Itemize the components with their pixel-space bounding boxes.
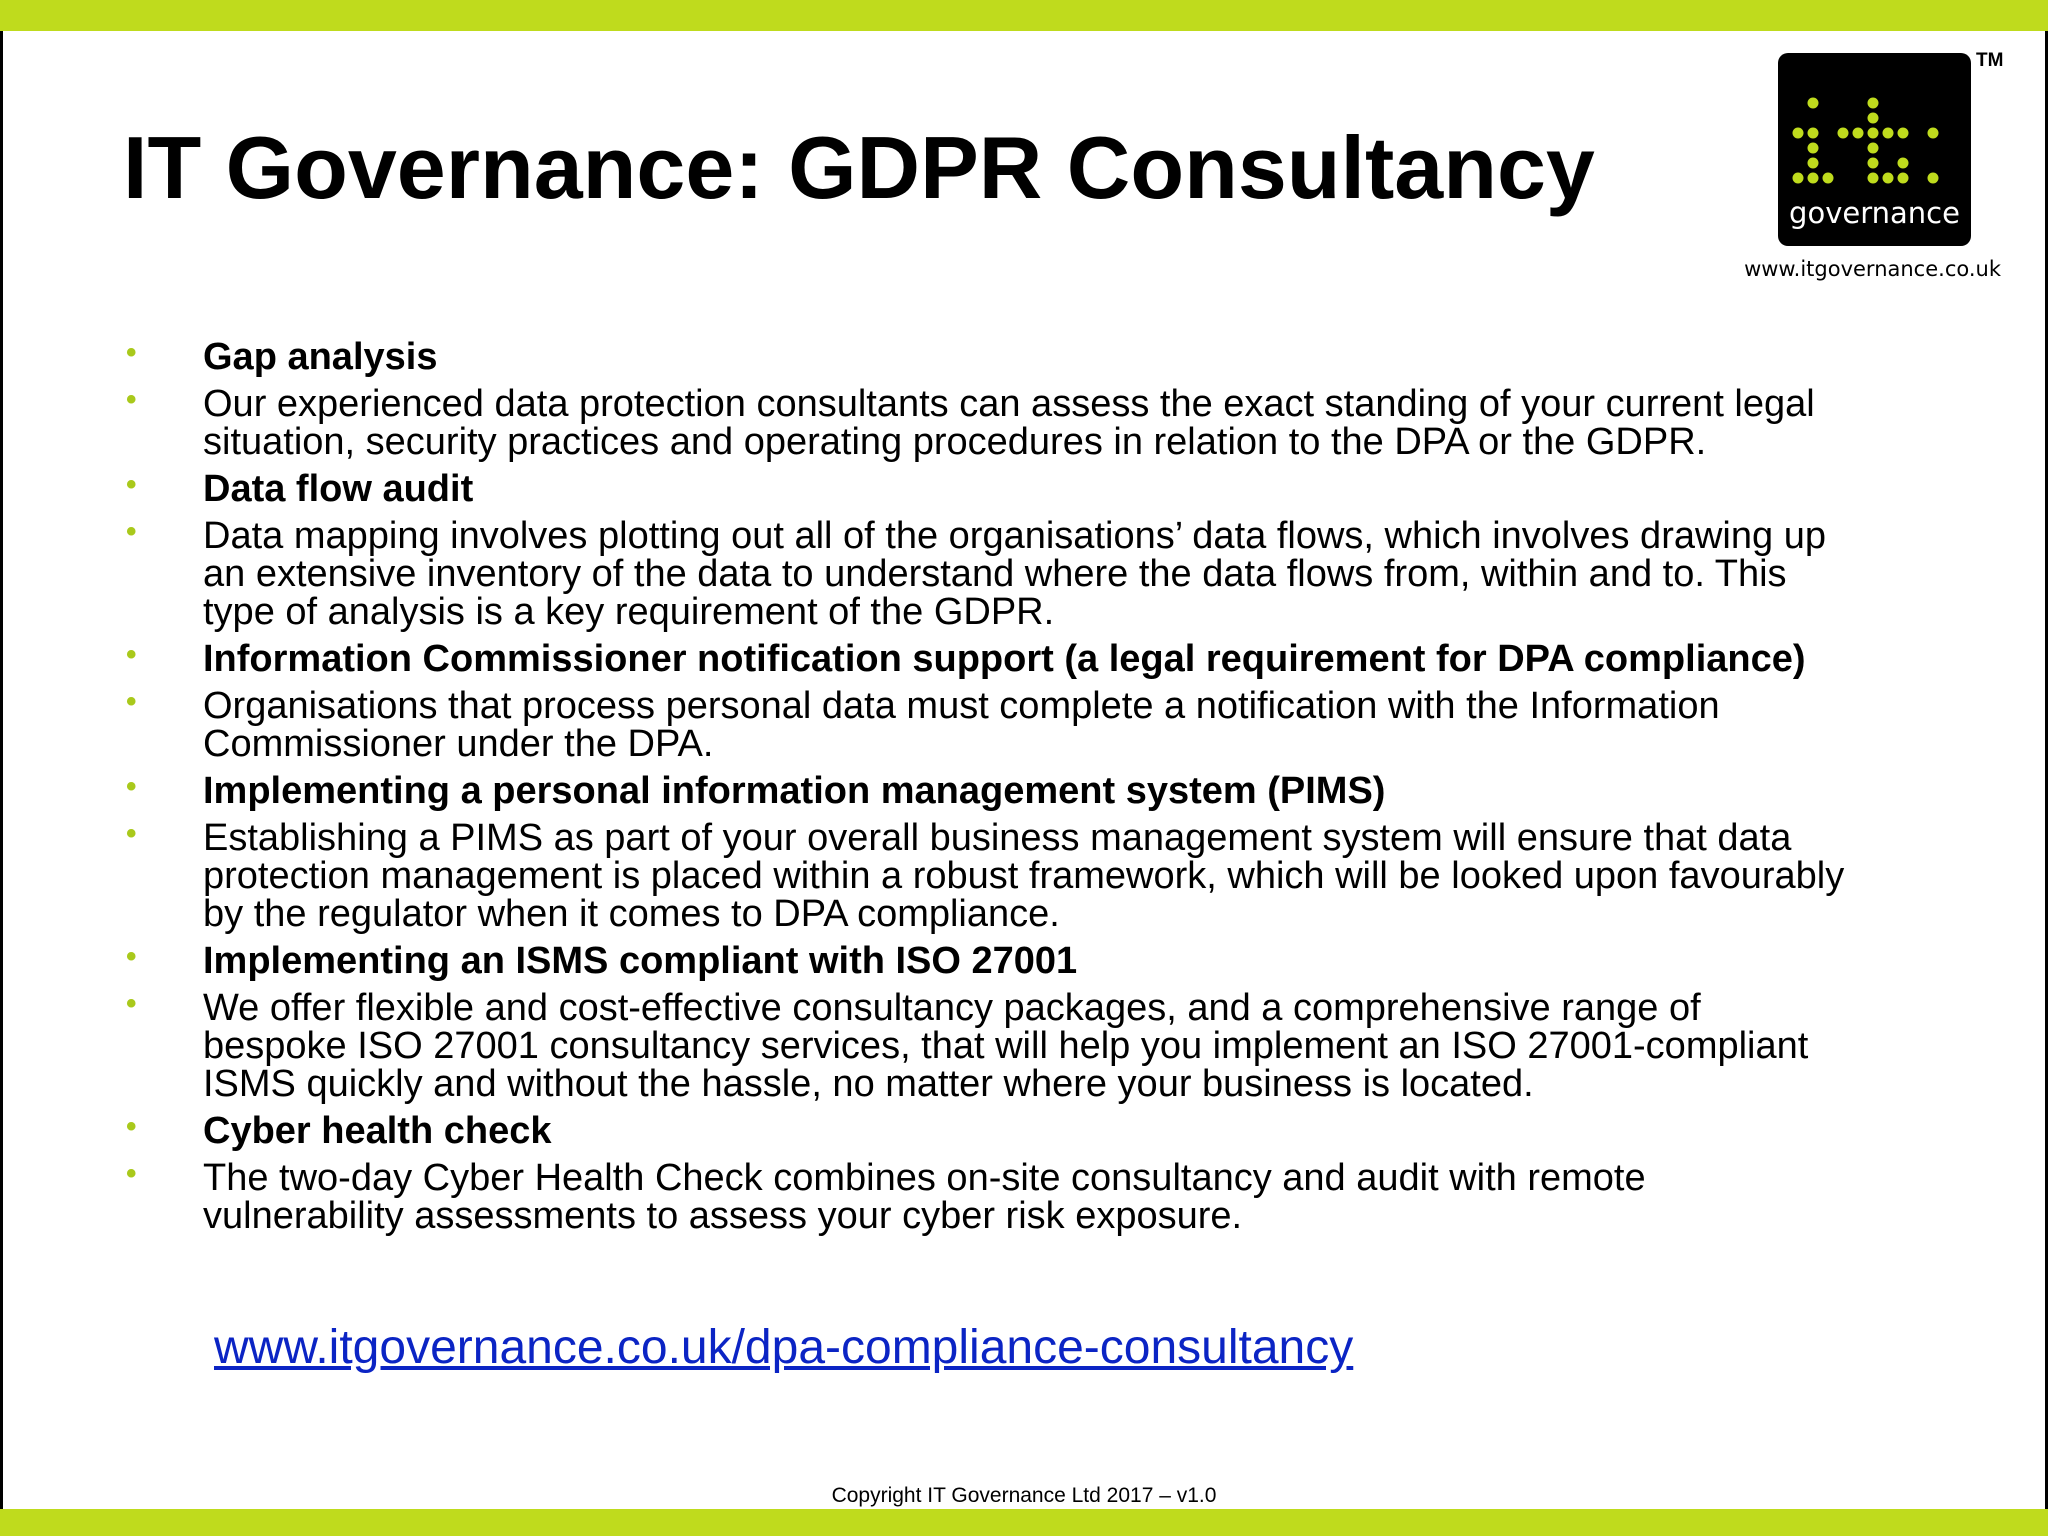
logo-dot <box>1898 128 1909 139</box>
logo-dot <box>1868 113 1879 124</box>
bullet-heading-text: Cyber health check <box>203 1110 552 1152</box>
logo-dot <box>1793 173 1804 184</box>
bullet-body-line: protection management is placed within a robust framework, which will be looked upon favourably <box>203 855 1845 897</box>
logo-dot <box>1853 128 1864 139</box>
logo-dot <box>1808 173 1819 184</box>
bullet-body-line: vulnerability assessments to assess your cyber risk exposure. <box>203 1195 1243 1237</box>
logo-dot <box>1808 98 1819 109</box>
it-governance-logo <box>1778 53 1971 246</box>
bullet-heading <box>0 470 2048 508</box>
bullet-body-line: Commissioner under the DPA. <box>203 723 714 765</box>
logo-dot <box>1898 158 1909 169</box>
bullet-dot-icon: • <box>126 383 137 416</box>
bullet-dot-icon: • <box>126 1110 137 1143</box>
consultancy-link[interactable]: www.itgovernance.co.uk/dpa-compliance-consultancy <box>214 1321 1354 1374</box>
bullet-dot-icon: • <box>126 1157 137 1190</box>
logo-dot <box>1868 128 1879 139</box>
bullet-heading-text: Gap analysis <box>203 336 438 378</box>
bullet-body-line: Establishing a PIMS as part of your overall business management system will ensure that data <box>203 817 1792 859</box>
bullet-dot-icon: • <box>126 638 137 671</box>
bullet-dot-icon: • <box>126 940 137 973</box>
bullet-body-line: type of analysis is a key requirement of the GDPR. <box>203 591 1055 633</box>
bottom-accent-bar <box>0 1509 2048 1536</box>
bullet-body-line: We offer flexible and cost-effective consultancy packages, and a comprehensive range of <box>203 987 1701 1029</box>
slide-title: IT Governance: GDPR Consultancy <box>123 118 1595 217</box>
bullet-list <box>0 338 2048 1244</box>
bullet-dot-icon: • <box>126 515 137 548</box>
bullet-body <box>0 1159 2048 1235</box>
bullet-body-line: The two-day Cyber Health Check combines on-site consultancy and audit with remote <box>203 1157 1646 1199</box>
logo-dot <box>1928 173 1939 184</box>
bullet-dot-icon: • <box>126 685 137 718</box>
logo-wordmark: governance <box>1789 196 1960 230</box>
logo-dot <box>1883 173 1894 184</box>
bullet-heading <box>0 640 2048 678</box>
bullet-body <box>0 989 2048 1103</box>
bullet-heading-text: Implementing a personal information management system (PIMS) <box>203 770 1386 812</box>
logo-dot <box>1868 173 1879 184</box>
logo-dot <box>1808 128 1819 139</box>
bullet-body <box>0 517 2048 631</box>
logo-dot <box>1808 143 1819 154</box>
bullet-heading-text: Implementing an ISMS compliant with ISO 27001 <box>203 940 1078 982</box>
bullet-heading <box>0 338 2048 376</box>
bullet-body <box>0 385 2048 461</box>
bullet-dot-icon: • <box>126 987 137 1020</box>
trademark-symbol: TM <box>1976 50 2004 71</box>
logo-dot <box>1823 173 1834 184</box>
bullet-heading <box>0 1112 2048 1150</box>
bullet-dot-icon: • <box>126 468 137 501</box>
bullet-body-line: Data mapping involves plotting out all of the organisations’ data flows, which involves drawing up <box>203 515 1826 557</box>
logo-dot <box>1868 98 1879 109</box>
bullet-dot-icon: • <box>126 336 137 369</box>
bullet-dot-icon: • <box>126 817 137 850</box>
bullet-heading-text: Information Commissioner notification support (a legal requirement for DPA compliance) <box>203 638 1806 680</box>
bullet-body <box>0 687 2048 763</box>
bullet-body-line: by the regulator when it comes to DPA compliance. <box>203 893 1060 935</box>
bullet-body-line: an extensive inventory of the data to understand where the data flows from, within and to. This <box>203 553 1787 595</box>
bullet-heading <box>0 942 2048 980</box>
bullet-dot-icon: • <box>126 770 137 803</box>
bullet-body-line: ISMS quickly and without the hassle, no matter where your business is located. <box>203 1063 1534 1105</box>
logo-dot <box>1838 128 1849 139</box>
bullet-heading <box>0 772 2048 810</box>
logo-dot <box>1868 143 1879 154</box>
logo-dot <box>1928 128 1939 139</box>
logo-dot <box>1868 158 1879 169</box>
logo-url: www.itgovernance.co.uk <box>1744 257 2001 281</box>
bullet-body-line: bespoke ISO 27001 consultancy services, that will help you implement an ISO 27001-compliant <box>203 1025 1809 1067</box>
logo-dot <box>1898 173 1909 184</box>
logo-dot <box>1793 128 1804 139</box>
bullet-body-line: situation, security practices and operating procedures in relation to the DPA or the GDPR. <box>203 421 1707 463</box>
top-accent-bar <box>0 0 2048 31</box>
bullet-heading-text: Data flow audit <box>203 468 474 510</box>
bullet-body <box>0 819 2048 933</box>
bullet-body-line: Our experienced data protection consultants can assess the exact standing of your current legal <box>203 383 1815 425</box>
logo-dot <box>1808 158 1819 169</box>
logo-dot <box>1883 128 1894 139</box>
bullet-body-line: Organisations that process personal data must complete a notification with the Information <box>203 685 1720 727</box>
copyright-footer: Copyright IT Governance Ltd 2017 – v1.0 <box>831 1484 1217 1507</box>
